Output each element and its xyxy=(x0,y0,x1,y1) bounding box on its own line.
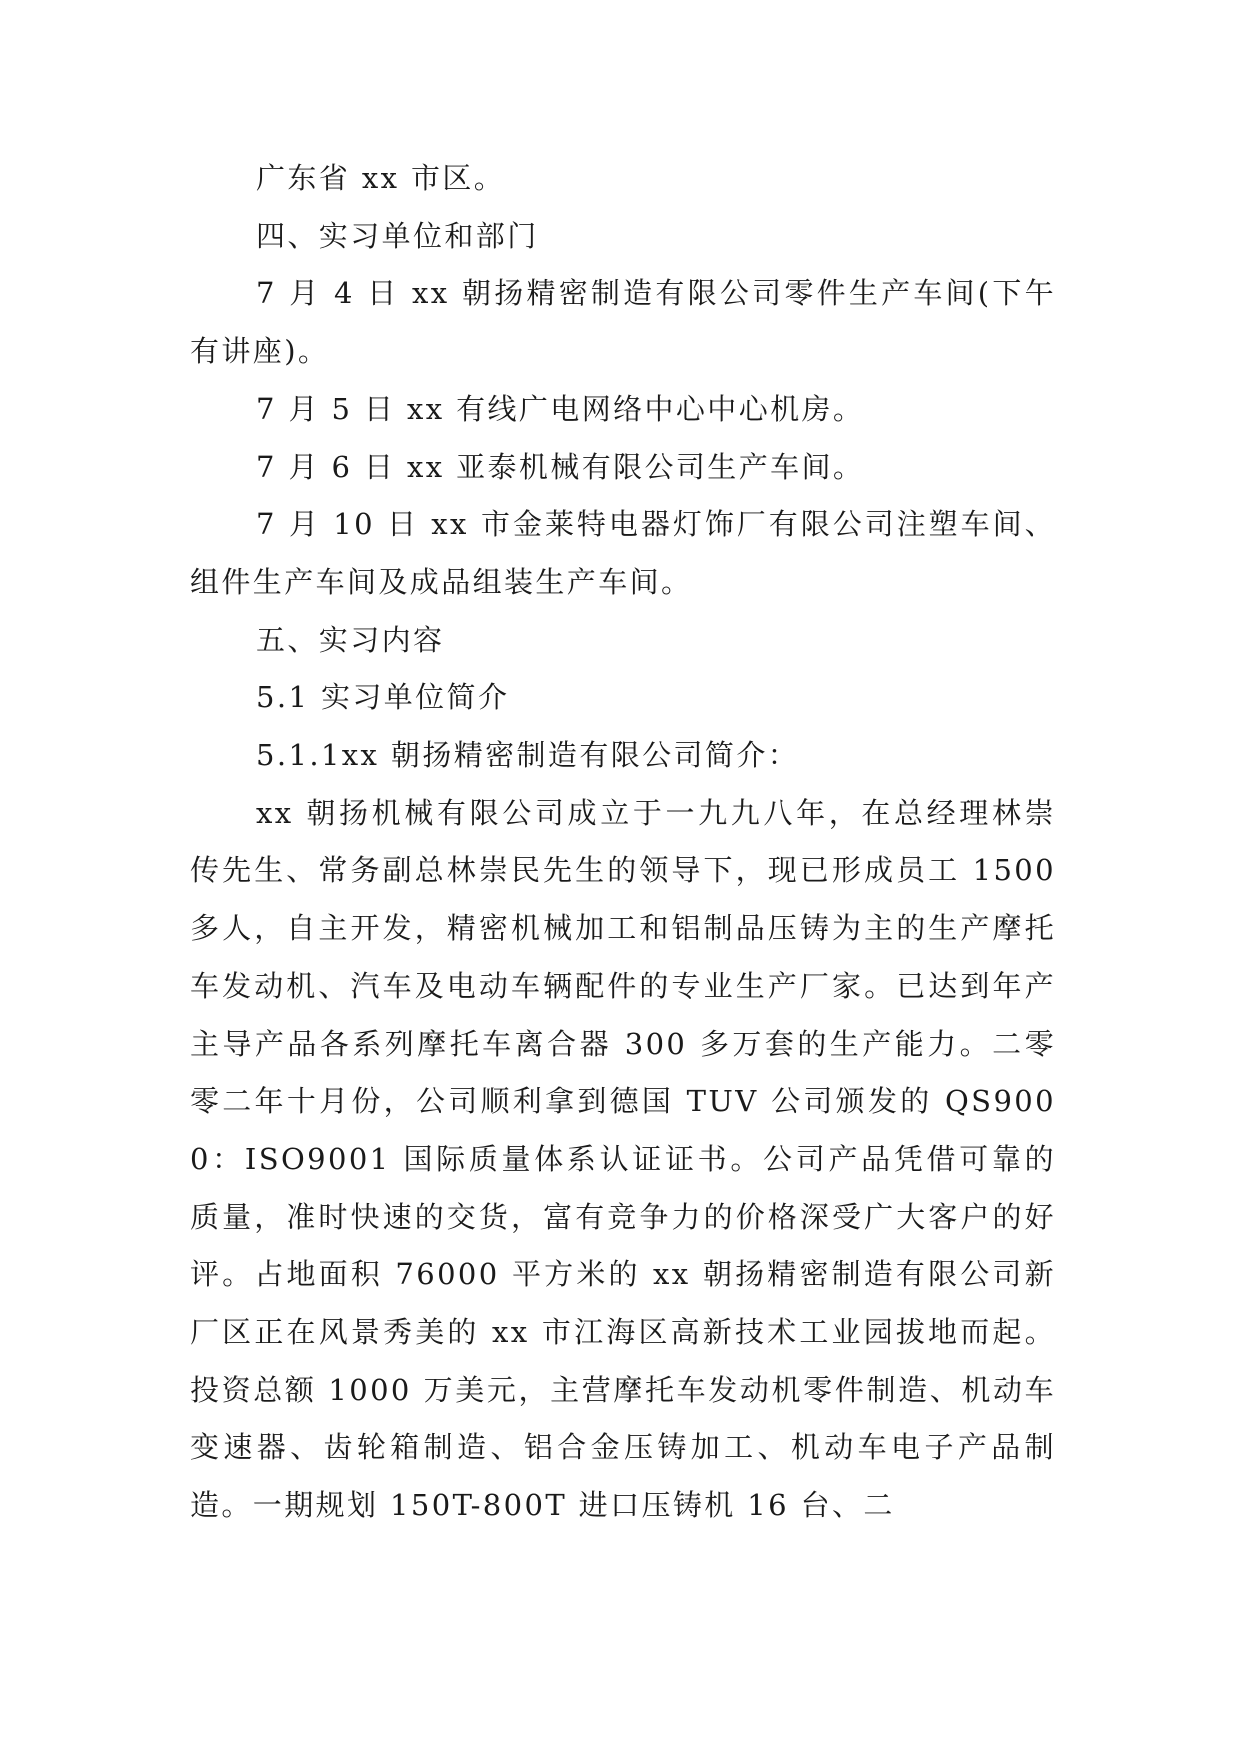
paragraph-location: 广东省 xx 市区。 xyxy=(256,161,506,195)
heading-internship-content: 五、实习内容 xyxy=(256,622,445,657)
heading-company-intro: 5.1.1xx 朝扬精密制造有限公司简介： xyxy=(256,738,800,773)
paragraph-company-description: xx 朝扬机械有限公司成立于一九九八年，在总经理林崇传先生、常务副总林崇民先生的领导下，现已形成员工 1500 多人，自主开发，精密机械加工和铝制品压铸为主的生产摩托车发动机、汽车及电动车辆配件的专业生产厂家。已达到年产主导产品各系列摩托车离合器 300 多万套的生产能力。二零零二年十月份，公司顺利拿到德国 TUV 公司颁发的 QS9000：ISO9001 国际质量体系认证证书。公司产品凭借可靠的质量，准时快速的交货，富有竞争力的价格深受广大客户的好评。占地面积 76000 平方米的 xx 朝扬精密制造有限公司新厂区正在风景秀美的 xx 市江海区高新技术工业园拔地而起。投资总额 1000 万美元，主营摩托车发动机零件制造、机动车变速器、齿轮箱制造、铝合金压铸加工、机动车电子产品制造。一期规划 150T-800T 进口压铸机 16 台、二 xyxy=(190,795,1056,1523)
paragraph-july-5: 7 月 5 日 xx 有线广电网络中心中心机房。 xyxy=(256,391,865,426)
heading-internship-units: 四、实习单位和部门 xyxy=(256,218,539,253)
paragraph-july-10: 7 月 10 日 xx 市金莱特电器灯饰厂有限公司注塑车间、组件生产车间及成品组装生产车间。 xyxy=(190,507,1056,599)
paragraph-july-4: 7 月 4 日 xx 朝扬精密制造有限公司零件生产车间(下午有讲座)。 xyxy=(190,276,1056,369)
heading-unit-intro: 5.1 实习单位简介 xyxy=(256,680,510,715)
paragraph-july-6: 7 月 6 日 xx 亚泰机械有限公司生产车间。 xyxy=(256,449,865,484)
document-body xyxy=(190,150,1056,1535)
